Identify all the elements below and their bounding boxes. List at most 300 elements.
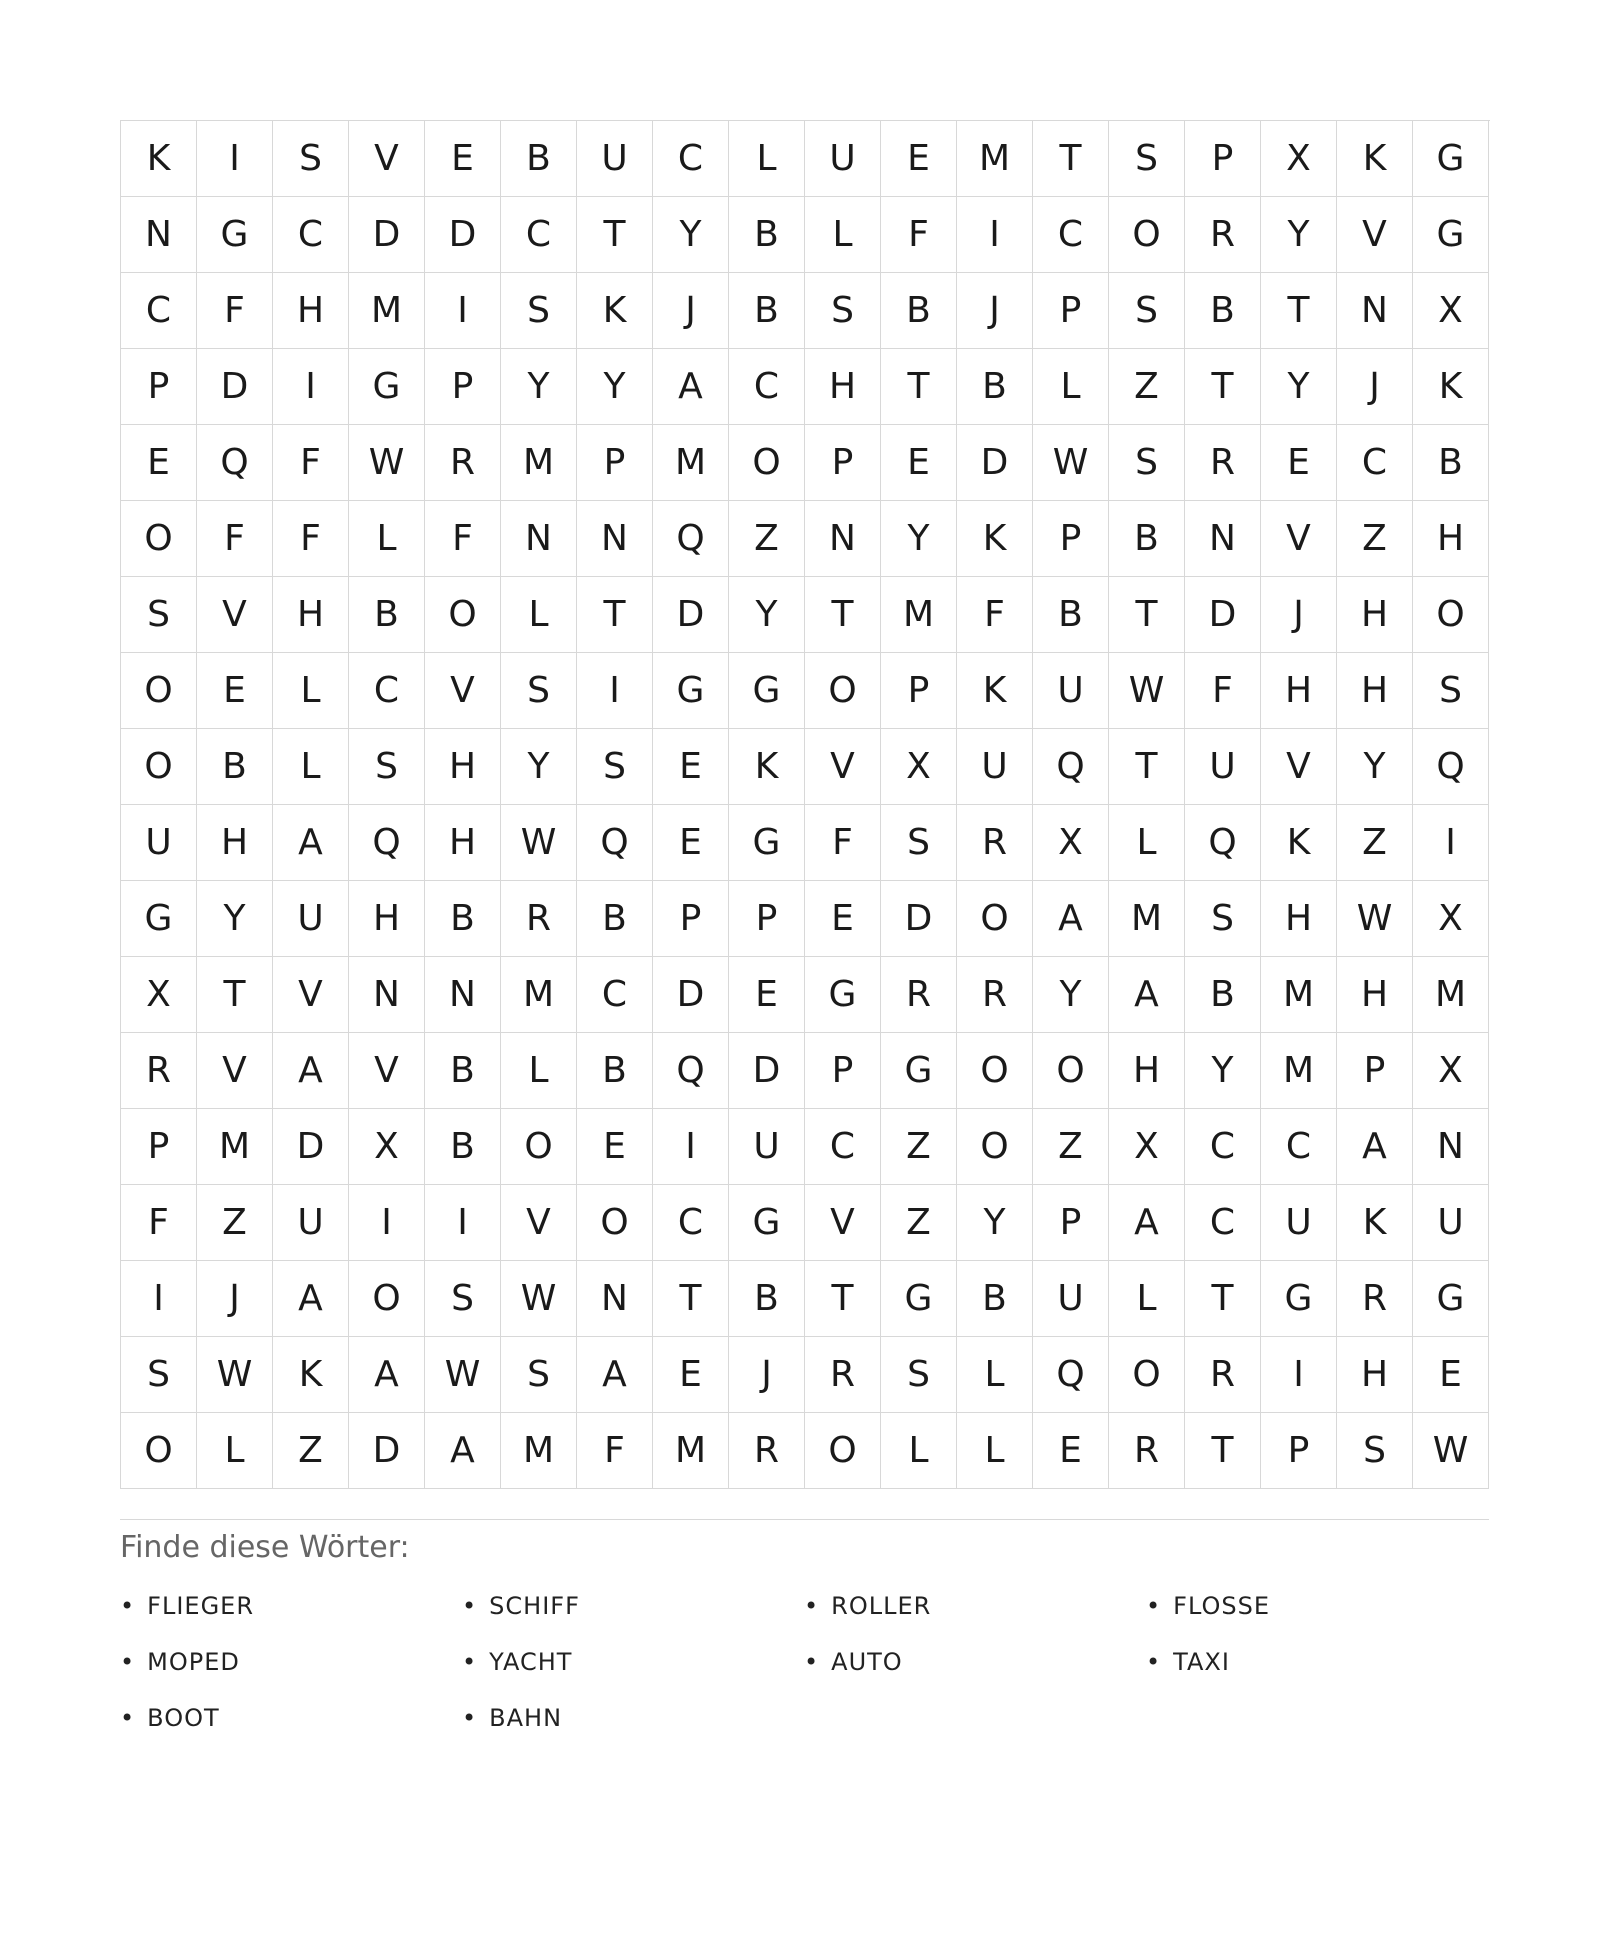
grid-cell[interactable]: C (1033, 197, 1109, 273)
grid-cell[interactable]: E (425, 121, 501, 197)
grid-cell[interactable]: O (1033, 1033, 1109, 1109)
grid-cell[interactable]: B (425, 1033, 501, 1109)
grid-cell[interactable]: R (957, 805, 1033, 881)
grid-cell[interactable]: B (1413, 425, 1489, 501)
grid-cell[interactable]: B (1185, 957, 1261, 1033)
grid-cell[interactable]: V (273, 957, 349, 1033)
grid-cell[interactable]: Q (197, 425, 273, 501)
grid-cell[interactable]: A (1337, 1109, 1413, 1185)
grid-cell[interactable]: X (1033, 805, 1109, 881)
grid-cell[interactable]: Y (1185, 1033, 1261, 1109)
grid-cell[interactable]: J (1337, 349, 1413, 425)
grid-cell[interactable]: H (1337, 653, 1413, 729)
grid-cell[interactable]: M (501, 1413, 577, 1489)
grid-cell[interactable]: K (957, 653, 1033, 729)
grid-cell[interactable]: W (1033, 425, 1109, 501)
grid-cell[interactable]: K (273, 1337, 349, 1413)
grid-cell[interactable]: S (121, 1337, 197, 1413)
grid-cell[interactable]: L (1109, 805, 1185, 881)
grid-cell[interactable]: O (121, 501, 197, 577)
grid-cell[interactable]: V (197, 1033, 273, 1109)
grid-cell[interactable]: C (1337, 425, 1413, 501)
grid-cell[interactable]: T (1185, 1413, 1261, 1489)
grid-cell[interactable]: F (197, 273, 273, 349)
grid-cell[interactable]: T (881, 349, 957, 425)
grid-cell[interactable]: N (577, 501, 653, 577)
grid-cell[interactable]: U (805, 121, 881, 197)
grid-cell[interactable]: Q (349, 805, 425, 881)
grid-cell[interactable]: S (881, 1337, 957, 1413)
grid-cell[interactable]: G (881, 1033, 957, 1109)
grid-cell[interactable]: I (1413, 805, 1489, 881)
grid-cell[interactable]: P (1033, 1185, 1109, 1261)
grid-cell[interactable]: W (501, 805, 577, 881)
grid-cell[interactable]: L (957, 1413, 1033, 1489)
grid-cell[interactable]: C (1185, 1109, 1261, 1185)
grid-cell[interactable]: U (273, 1185, 349, 1261)
grid-cell[interactable]: S (1109, 273, 1185, 349)
grid-cell[interactable]: O (1413, 577, 1489, 653)
grid-cell[interactable]: L (501, 1033, 577, 1109)
grid-cell[interactable]: A (1033, 881, 1109, 957)
grid-cell[interactable]: B (729, 273, 805, 349)
grid-cell[interactable]: L (729, 121, 805, 197)
grid-cell[interactable]: E (197, 653, 273, 729)
grid-cell[interactable]: P (1261, 1413, 1337, 1489)
grid-cell[interactable]: N (121, 197, 197, 273)
grid-cell[interactable]: P (1033, 501, 1109, 577)
grid-cell[interactable]: F (425, 501, 501, 577)
grid-cell[interactable]: L (273, 653, 349, 729)
grid-cell[interactable]: E (577, 1109, 653, 1185)
grid-cell[interactable]: F (577, 1413, 653, 1489)
grid-cell[interactable]: D (881, 881, 957, 957)
grid-cell[interactable]: J (197, 1261, 273, 1337)
grid-cell[interactable]: G (1413, 197, 1489, 273)
grid-cell[interactable]: J (1261, 577, 1337, 653)
grid-cell[interactable]: L (881, 1413, 957, 1489)
grid-cell[interactable]: R (425, 425, 501, 501)
grid-cell[interactable]: Z (1109, 349, 1185, 425)
grid-cell[interactable]: Y (501, 349, 577, 425)
grid-cell[interactable]: X (349, 1109, 425, 1185)
grid-cell[interactable]: A (273, 1261, 349, 1337)
grid-cell[interactable]: O (957, 1033, 1033, 1109)
grid-cell[interactable]: X (121, 957, 197, 1033)
grid-cell[interactable]: B (577, 881, 653, 957)
grid-cell[interactable]: A (349, 1337, 425, 1413)
grid-cell[interactable]: P (805, 425, 881, 501)
grid-cell[interactable]: N (1337, 273, 1413, 349)
grid-cell[interactable]: H (273, 273, 349, 349)
grid-cell[interactable]: P (425, 349, 501, 425)
grid-cell[interactable]: R (501, 881, 577, 957)
grid-cell[interactable]: H (349, 881, 425, 957)
grid-cell[interactable]: B (501, 121, 577, 197)
grid-cell[interactable]: U (729, 1109, 805, 1185)
grid-cell[interactable]: F (273, 501, 349, 577)
grid-cell[interactable]: G (1413, 121, 1489, 197)
grid-cell[interactable]: G (729, 1185, 805, 1261)
grid-cell[interactable]: O (577, 1185, 653, 1261)
grid-cell[interactable]: M (881, 577, 957, 653)
grid-cell[interactable]: Z (1337, 501, 1413, 577)
grid-cell[interactable]: N (501, 501, 577, 577)
grid-cell[interactable]: K (577, 273, 653, 349)
grid-cell[interactable]: C (501, 197, 577, 273)
grid-cell[interactable]: E (1413, 1337, 1489, 1413)
grid-cell[interactable]: Y (957, 1185, 1033, 1261)
grid-cell[interactable]: Y (577, 349, 653, 425)
grid-cell[interactable]: M (197, 1109, 273, 1185)
grid-cell[interactable]: M (349, 273, 425, 349)
grid-cell[interactable]: B (1033, 577, 1109, 653)
grid-cell[interactable]: W (1337, 881, 1413, 957)
grid-cell[interactable]: T (805, 1261, 881, 1337)
grid-cell[interactable]: G (121, 881, 197, 957)
grid-cell[interactable]: Q (1033, 729, 1109, 805)
grid-cell[interactable]: L (805, 197, 881, 273)
grid-cell[interactable]: H (425, 805, 501, 881)
grid-cell[interactable]: I (1261, 1337, 1337, 1413)
grid-cell[interactable]: Y (881, 501, 957, 577)
grid-cell[interactable]: V (349, 1033, 425, 1109)
grid-cell[interactable]: T (805, 577, 881, 653)
grid-cell[interactable]: W (1109, 653, 1185, 729)
grid-cell[interactable]: X (1109, 1109, 1185, 1185)
grid-cell[interactable]: O (957, 881, 1033, 957)
grid-cell[interactable]: K (121, 121, 197, 197)
grid-cell[interactable]: C (653, 121, 729, 197)
grid-cell[interactable]: L (501, 577, 577, 653)
grid-cell[interactable]: C (729, 349, 805, 425)
grid-cell[interactable]: G (805, 957, 881, 1033)
grid-cell[interactable]: T (1033, 121, 1109, 197)
grid-cell[interactable]: K (1337, 121, 1413, 197)
grid-cell[interactable]: M (501, 425, 577, 501)
grid-cell[interactable]: G (729, 653, 805, 729)
grid-cell[interactable]: L (957, 1337, 1033, 1413)
grid-cell[interactable]: P (881, 653, 957, 729)
grid-cell[interactable]: M (653, 425, 729, 501)
grid-cell[interactable]: U (1185, 729, 1261, 805)
grid-cell[interactable]: L (1033, 349, 1109, 425)
grid-cell[interactable]: F (121, 1185, 197, 1261)
grid-cell[interactable]: P (1033, 273, 1109, 349)
grid-cell[interactable]: M (1261, 1033, 1337, 1109)
grid-cell[interactable]: Q (577, 805, 653, 881)
grid-cell[interactable]: C (653, 1185, 729, 1261)
grid-cell[interactable]: A (273, 805, 349, 881)
grid-cell[interactable]: I (577, 653, 653, 729)
grid-cell[interactable]: Q (1033, 1337, 1109, 1413)
grid-cell[interactable]: H (805, 349, 881, 425)
grid-cell[interactable]: B (425, 1109, 501, 1185)
grid-cell[interactable]: V (805, 729, 881, 805)
grid-cell[interactable]: P (729, 881, 805, 957)
grid-cell[interactable]: C (273, 197, 349, 273)
grid-cell[interactable]: Y (197, 881, 273, 957)
grid-cell[interactable]: L (349, 501, 425, 577)
grid-cell[interactable]: M (1413, 957, 1489, 1033)
grid-cell[interactable]: H (1413, 501, 1489, 577)
grid-cell[interactable]: H (425, 729, 501, 805)
grid-cell[interactable]: A (577, 1337, 653, 1413)
grid-cell[interactable]: R (1337, 1261, 1413, 1337)
grid-cell[interactable]: D (349, 1413, 425, 1489)
grid-cell[interactable]: Y (653, 197, 729, 273)
grid-cell[interactable]: D (653, 577, 729, 653)
grid-cell[interactable]: J (653, 273, 729, 349)
grid-cell[interactable]: R (1185, 1337, 1261, 1413)
grid-cell[interactable]: Y (501, 729, 577, 805)
grid-cell[interactable]: Q (1413, 729, 1489, 805)
grid-cell[interactable]: C (805, 1109, 881, 1185)
grid-cell[interactable]: E (653, 805, 729, 881)
grid-cell[interactable]: S (425, 1261, 501, 1337)
grid-cell[interactable]: U (273, 881, 349, 957)
grid-cell[interactable]: F (805, 805, 881, 881)
grid-cell[interactable]: P (1337, 1033, 1413, 1109)
grid-cell[interactable]: C (577, 957, 653, 1033)
grid-cell[interactable]: A (273, 1033, 349, 1109)
grid-cell[interactable]: X (881, 729, 957, 805)
grid-cell[interactable]: J (729, 1337, 805, 1413)
grid-cell[interactable]: E (653, 1337, 729, 1413)
grid-cell[interactable]: H (1261, 881, 1337, 957)
grid-cell[interactable]: D (653, 957, 729, 1033)
grid-cell[interactable]: V (1261, 729, 1337, 805)
grid-cell[interactable]: H (1109, 1033, 1185, 1109)
grid-cell[interactable]: Z (1337, 805, 1413, 881)
grid-cell[interactable]: O (1109, 197, 1185, 273)
grid-cell[interactable]: S (501, 653, 577, 729)
grid-cell[interactable]: Y (1261, 197, 1337, 273)
grid-cell[interactable]: I (957, 197, 1033, 273)
grid-cell[interactable]: Y (1261, 349, 1337, 425)
grid-cell[interactable]: R (1109, 1413, 1185, 1489)
grid-cell[interactable]: E (881, 425, 957, 501)
grid-cell[interactable]: E (881, 121, 957, 197)
grid-cell[interactable]: Y (1033, 957, 1109, 1033)
grid-cell[interactable]: F (1185, 653, 1261, 729)
grid-cell[interactable]: G (197, 197, 273, 273)
grid-cell[interactable]: O (349, 1261, 425, 1337)
grid-cell[interactable]: G (653, 653, 729, 729)
grid-cell[interactable]: N (577, 1261, 653, 1337)
grid-cell[interactable]: U (121, 805, 197, 881)
grid-cell[interactable]: Z (729, 501, 805, 577)
grid-cell[interactable]: S (1109, 425, 1185, 501)
grid-cell[interactable]: O (805, 653, 881, 729)
grid-cell[interactable]: D (197, 349, 273, 425)
grid-cell[interactable]: U (1413, 1185, 1489, 1261)
grid-cell[interactable]: D (729, 1033, 805, 1109)
grid-cell[interactable]: G (1413, 1261, 1489, 1337)
grid-cell[interactable]: G (729, 805, 805, 881)
grid-cell[interactable]: O (121, 729, 197, 805)
grid-cell[interactable]: O (1109, 1337, 1185, 1413)
grid-cell[interactable]: R (729, 1413, 805, 1489)
grid-cell[interactable]: P (805, 1033, 881, 1109)
grid-cell[interactable]: O (121, 1413, 197, 1489)
grid-cell[interactable]: X (1413, 273, 1489, 349)
grid-cell[interactable]: R (1185, 425, 1261, 501)
grid-cell[interactable]: T (1109, 577, 1185, 653)
grid-cell[interactable]: P (653, 881, 729, 957)
grid-cell[interactable]: S (349, 729, 425, 805)
grid-cell[interactable]: B (729, 1261, 805, 1337)
grid-cell[interactable]: Z (881, 1109, 957, 1185)
grid-cell[interactable]: M (501, 957, 577, 1033)
grid-cell[interactable]: S (501, 1337, 577, 1413)
grid-cell[interactable]: B (577, 1033, 653, 1109)
grid-cell[interactable]: W (425, 1337, 501, 1413)
grid-cell[interactable]: K (1413, 349, 1489, 425)
grid-cell[interactable]: V (805, 1185, 881, 1261)
grid-cell[interactable]: K (1337, 1185, 1413, 1261)
grid-cell[interactable]: U (957, 729, 1033, 805)
grid-cell[interactable]: I (273, 349, 349, 425)
grid-cell[interactable]: T (577, 197, 653, 273)
grid-cell[interactable]: S (805, 273, 881, 349)
grid-cell[interactable]: A (1109, 957, 1185, 1033)
grid-cell[interactable]: H (197, 805, 273, 881)
grid-cell[interactable]: O (121, 653, 197, 729)
grid-cell[interactable]: F (957, 577, 1033, 653)
grid-cell[interactable]: C (121, 273, 197, 349)
grid-cell[interactable]: T (577, 577, 653, 653)
grid-cell[interactable]: V (1261, 501, 1337, 577)
grid-cell[interactable]: X (1413, 881, 1489, 957)
grid-cell[interactable]: P (121, 349, 197, 425)
grid-cell[interactable]: H (1337, 577, 1413, 653)
grid-cell[interactable]: D (349, 197, 425, 273)
grid-cell[interactable]: N (805, 501, 881, 577)
grid-cell[interactable]: V (1337, 197, 1413, 273)
grid-cell[interactable]: B (197, 729, 273, 805)
grid-cell[interactable]: M (1261, 957, 1337, 1033)
grid-cell[interactable]: D (425, 197, 501, 273)
grid-cell[interactable]: A (653, 349, 729, 425)
grid-cell[interactable]: E (1261, 425, 1337, 501)
grid-cell[interactable]: E (1033, 1413, 1109, 1489)
grid-cell[interactable]: I (197, 121, 273, 197)
grid-cell[interactable]: R (881, 957, 957, 1033)
grid-cell[interactable]: Q (1185, 805, 1261, 881)
grid-cell[interactable]: F (881, 197, 957, 273)
grid-cell[interactable]: T (653, 1261, 729, 1337)
grid-cell[interactable]: Y (729, 577, 805, 653)
grid-cell[interactable]: S (121, 577, 197, 653)
grid-cell[interactable]: D (1185, 577, 1261, 653)
grid-cell[interactable]: R (121, 1033, 197, 1109)
grid-cell[interactable]: S (501, 273, 577, 349)
grid-cell[interactable]: T (1185, 1261, 1261, 1337)
grid-cell[interactable]: U (577, 121, 653, 197)
grid-cell[interactable]: T (197, 957, 273, 1033)
grid-cell[interactable]: H (1337, 1337, 1413, 1413)
grid-cell[interactable]: B (957, 1261, 1033, 1337)
grid-cell[interactable]: X (1413, 1033, 1489, 1109)
grid-cell[interactable]: B (349, 577, 425, 653)
grid-cell[interactable]: S (1413, 653, 1489, 729)
grid-cell[interactable]: T (1261, 273, 1337, 349)
grid-cell[interactable]: I (653, 1109, 729, 1185)
grid-cell[interactable]: Z (197, 1185, 273, 1261)
grid-cell[interactable]: S (881, 805, 957, 881)
grid-cell[interactable]: S (1337, 1413, 1413, 1489)
grid-cell[interactable]: B (1109, 501, 1185, 577)
grid-cell[interactable]: I (425, 273, 501, 349)
grid-cell[interactable]: W (349, 425, 425, 501)
grid-cell[interactable]: O (425, 577, 501, 653)
grid-cell[interactable]: G (881, 1261, 957, 1337)
grid-cell[interactable]: D (273, 1109, 349, 1185)
grid-cell[interactable]: N (1185, 501, 1261, 577)
grid-cell[interactable]: N (1413, 1109, 1489, 1185)
grid-cell[interactable]: L (273, 729, 349, 805)
grid-cell[interactable]: M (1109, 881, 1185, 957)
grid-cell[interactable]: M (653, 1413, 729, 1489)
grid-cell[interactable]: V (425, 653, 501, 729)
grid-cell[interactable]: Z (881, 1185, 957, 1261)
grid-cell[interactable]: W (501, 1261, 577, 1337)
grid-cell[interactable]: V (197, 577, 273, 653)
grid-cell[interactable]: B (881, 273, 957, 349)
grid-cell[interactable]: U (1033, 653, 1109, 729)
grid-cell[interactable]: C (1185, 1185, 1261, 1261)
grid-cell[interactable]: S (1185, 881, 1261, 957)
grid-cell[interactable]: Y (1337, 729, 1413, 805)
grid-cell[interactable]: L (1109, 1261, 1185, 1337)
grid-cell[interactable]: A (1109, 1185, 1185, 1261)
grid-cell[interactable]: S (273, 121, 349, 197)
grid-cell[interactable]: O (805, 1413, 881, 1489)
grid-cell[interactable]: N (349, 957, 425, 1033)
grid-cell[interactable]: D (957, 425, 1033, 501)
grid-cell[interactable]: Q (653, 501, 729, 577)
grid-cell[interactable]: E (653, 729, 729, 805)
grid-cell[interactable]: F (273, 425, 349, 501)
grid-cell[interactable]: R (957, 957, 1033, 1033)
grid-cell[interactable]: H (1261, 653, 1337, 729)
grid-cell[interactable]: Z (1033, 1109, 1109, 1185)
grid-cell[interactable]: A (425, 1413, 501, 1489)
grid-cell[interactable]: B (729, 197, 805, 273)
grid-cell[interactable]: I (349, 1185, 425, 1261)
grid-cell[interactable]: P (121, 1109, 197, 1185)
grid-cell[interactable]: L (197, 1413, 273, 1489)
grid-cell[interactable]: E (121, 425, 197, 501)
grid-cell[interactable]: O (729, 425, 805, 501)
grid-cell[interactable]: K (1261, 805, 1337, 881)
grid-cell[interactable]: B (425, 881, 501, 957)
grid-cell[interactable]: R (1185, 197, 1261, 273)
grid-cell[interactable]: S (577, 729, 653, 805)
grid-cell[interactable]: G (1261, 1261, 1337, 1337)
grid-cell[interactable]: W (197, 1337, 273, 1413)
grid-cell[interactable]: P (1185, 121, 1261, 197)
grid-cell[interactable]: O (501, 1109, 577, 1185)
grid-cell[interactable]: I (425, 1185, 501, 1261)
grid-cell[interactable]: T (1109, 729, 1185, 805)
grid-cell[interactable]: R (805, 1337, 881, 1413)
grid-cell[interactable]: P (577, 425, 653, 501)
grid-cell[interactable]: O (957, 1109, 1033, 1185)
grid-cell[interactable]: Q (653, 1033, 729, 1109)
grid-cell[interactable]: J (957, 273, 1033, 349)
